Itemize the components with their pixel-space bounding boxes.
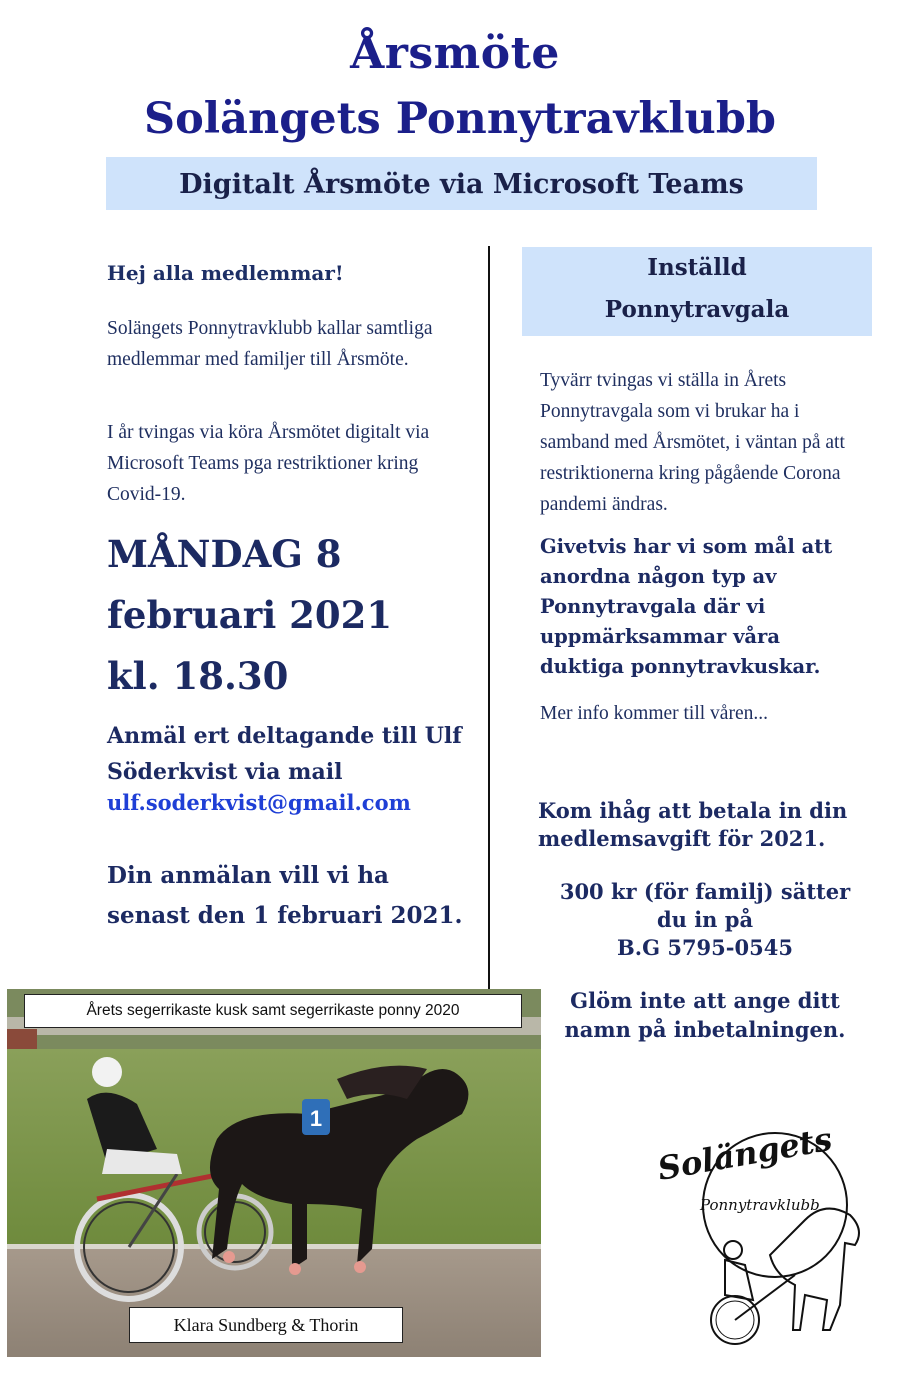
date-weekday: MÅNDAG 8 — [107, 532, 342, 576]
invitation-paragraph: Solängets Ponnytravklubb kallar samtliga medlemmar med familjer till Årsmöte. — [107, 318, 433, 370]
title-club-name: Solängets Ponnytravklubb — [144, 94, 776, 144]
start-number-bib: 1 — [309, 1106, 323, 1131]
photo-illustration — [7, 989, 541, 1357]
gala-goal-text: Givetvis har vi som mål att anordna någon typ av Ponnytravgala där vi uppmärksammar våra duktiga ponnytravkuskar. — [540, 535, 833, 678]
fee-details — [540, 878, 870, 962]
photo-caption-bottom: Klara Sundberg & Thorin — [129, 1307, 403, 1343]
date-month-year: februari 2021 — [107, 593, 393, 637]
greeting: Hej alla medlemmar! — [107, 261, 344, 285]
signup-text: Anmäl ert deltagande till Ulf Söderkvist via mail — [107, 723, 462, 785]
gala-heading-line2: Ponnytravgala — [604, 296, 790, 323]
photo-caption-top: Årets segerrikaste kusk samt segerrikaste ponny 2020 — [24, 994, 522, 1028]
fee-amount: 300 kr (för familj) sätter — [559, 879, 851, 904]
digital-info-paragraph: I år tvingas via köra Årsmötet digitalt via Microsoft Teams pga restriktioner kring Covid-19. — [107, 422, 430, 505]
gala-heading-line1: Inställd — [647, 254, 747, 281]
gala-cancel-text: Tyvärr tvingas vi ställa in Årets Ponnytravgala som vi brukar ha i samband med Årsmötet, i väntan på att restriktionerna kring pågående Corona pandemi ändras. — [540, 370, 845, 515]
date-time: kl. 18.30 — [107, 654, 289, 698]
club-logo-drawing — [655, 1125, 870, 1350]
cancelled-gala-heading — [522, 247, 872, 336]
email-link[interactable]: ulf.soderkvist@gmail.com — [107, 790, 411, 815]
banner-digital-meeting: Digitalt Årsmöte via Microsoft Teams — [106, 157, 817, 210]
bankgiro-number: B.G 5795-0545 — [617, 935, 793, 960]
fee-into: du in på — [656, 907, 754, 932]
logo-text-solangets: Solängets — [655, 1125, 835, 1188]
name-reminder: Glöm inte att ange ditt namn på inbetalningen. — [564, 988, 846, 1042]
signup-deadline: Din anmälan vill vi ha senast den 1 februari 2021. — [107, 862, 463, 929]
meeting-date — [107, 524, 487, 707]
club-logo — [655, 1125, 870, 1350]
title-arsmote: Årsmöte — [350, 28, 560, 79]
harness-racing-photo — [7, 989, 541, 1357]
logo-text-ponnytravklubb: Ponnytravklubb — [700, 1196, 820, 1214]
more-info-text: Mer info kommer till våren... — [540, 703, 768, 724]
fee-reminder: Kom ihåg att betala in din medlemsavgift för 2021. — [538, 798, 848, 851]
